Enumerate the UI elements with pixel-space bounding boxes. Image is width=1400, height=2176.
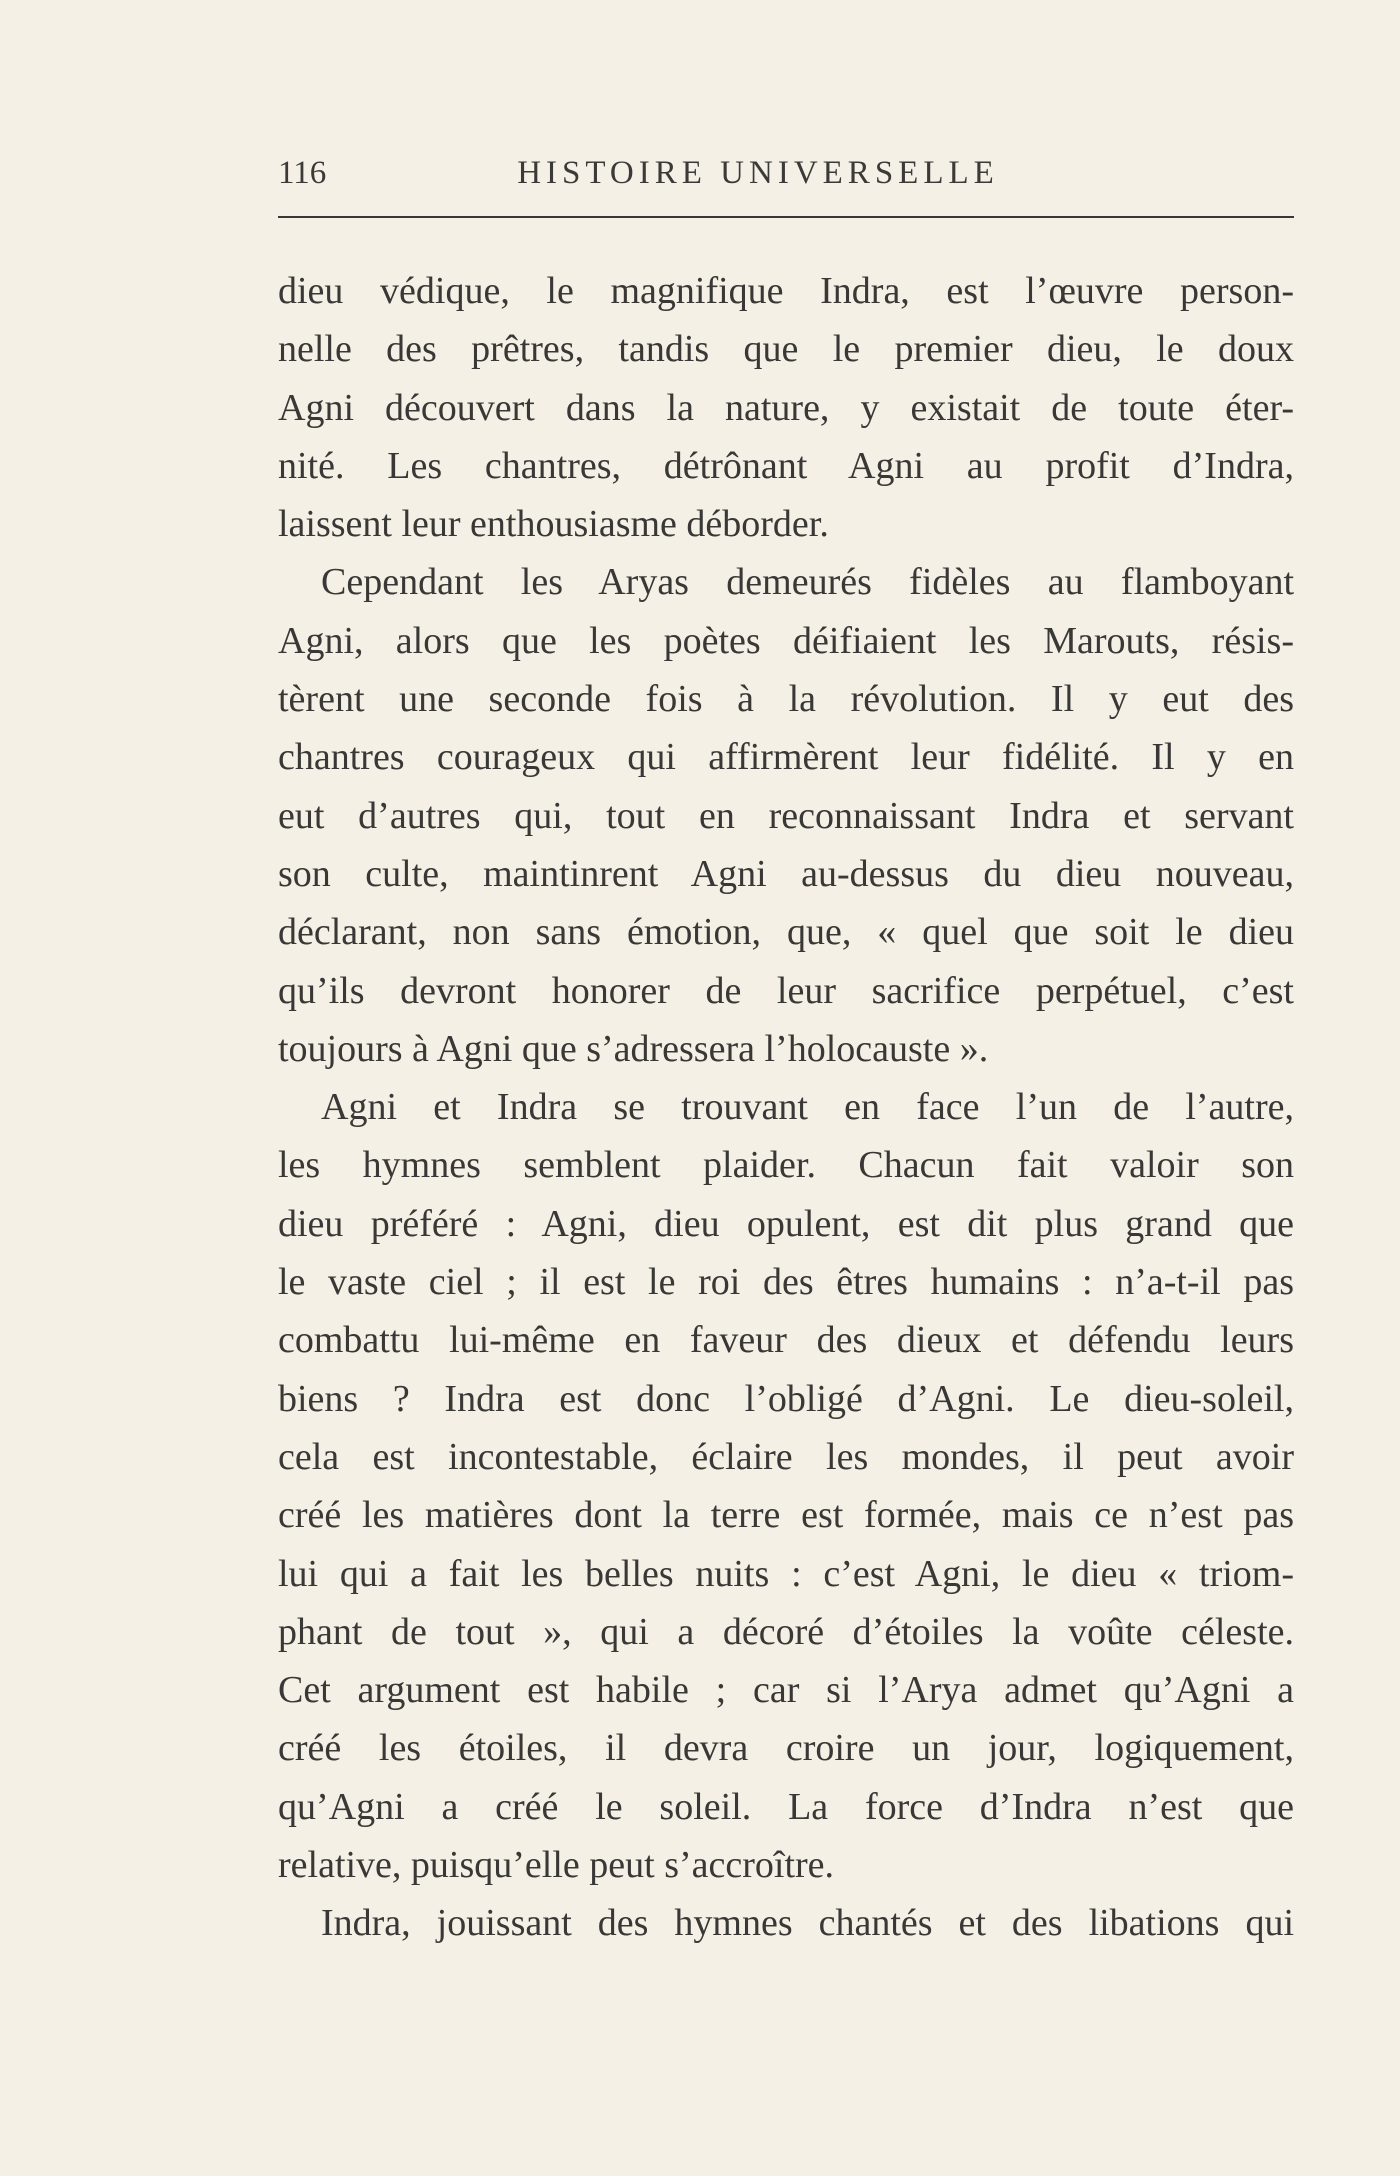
page-number: 116 xyxy=(278,155,327,191)
text-line: Agni, alors que les poètes déifiaient les Marouts, résis- xyxy=(278,619,1294,662)
running-head xyxy=(278,150,1294,196)
text-line: qu’ils devront honorer de leur sacrifice perpétuel, c’est xyxy=(278,969,1294,1012)
running-title: HISTOIRE UNIVERSELLE xyxy=(517,155,999,191)
text-line: chantres courageux qui affirmèrent leur fidélité. Il y en xyxy=(278,736,1294,779)
text-line: biens ? Indra est donc l’obligé d’Agni. Le dieu-soleil, xyxy=(278,1377,1294,1420)
text-line: phant de tout », qui a décoré d’étoiles la voûte céleste. xyxy=(278,1610,1294,1653)
text-line: Indra, jouissant des hymnes chantés et des libations qui xyxy=(321,1902,1294,1945)
text-line: créé les matières dont la terre est formée, mais ce n’est pas xyxy=(278,1494,1294,1537)
text-line: lui qui a fait les belles nuits : c’est Agni, le dieu « triom- xyxy=(278,1552,1294,1595)
text-line: déclarant, non sans émotion, que, « quel que soit le dieu xyxy=(278,911,1294,954)
text-line: les hymnes semblent plaider. Chacun fait valoir son xyxy=(278,1144,1294,1187)
text-line: Agni découvert dans la nature, y existait de toute éter- xyxy=(278,386,1294,429)
text-line: le vaste ciel ; il est le roi des êtres humains : n’a-t-il pas xyxy=(278,1261,1294,1304)
text-line: cela est incontestable, éclaire les mondes, il peut avoir xyxy=(278,1435,1294,1478)
text-line: nelle des prêtres, tandis que le premier dieu, le doux xyxy=(278,328,1294,371)
text-line: son culte, maintinrent Agni au-dessus du dieu nouveau, xyxy=(278,852,1294,895)
text-line: dieu védique, le magnifique Indra, est l’œuvre person- xyxy=(278,270,1294,312)
text-line: Cependant les Aryas demeurés fidèles au flamboyant xyxy=(321,561,1294,604)
text-line: laissent leur enthousiasme déborder. xyxy=(278,503,829,546)
text-line: nité. Les chantres, détrônant Agni au profit d’Indra, xyxy=(278,444,1294,487)
body-text xyxy=(278,262,1294,1953)
text-line: dieu préféré : Agni, dieu opulent, est dit plus grand que xyxy=(278,1202,1294,1245)
header-rule xyxy=(278,216,1294,218)
text-line: relative, puisqu’elle peut s’accroître. xyxy=(278,1844,835,1887)
text-line: toujours à Agni que s’adressera l’holocauste ». xyxy=(278,1027,989,1070)
text-line: Cet argument est habile ; car si l’Arya admet qu’Agni a xyxy=(278,1669,1294,1712)
text-line: créé les étoiles, il devra croire un jour, logiquement, xyxy=(278,1727,1294,1770)
text-line: eut d’autres qui, tout en reconnaissant Indra et servant xyxy=(278,794,1294,837)
text-line: Agni et Indra se trouvant en face l’un de l’autre, xyxy=(321,1086,1294,1129)
text-line: tèrent une seconde fois à la révolution. Il y eut des xyxy=(278,678,1294,721)
text-line: qu’Agni a créé le soleil. La force d’Indra n’est que xyxy=(278,1785,1294,1828)
text-line: combattu lui-même en faveur des dieux et défendu leurs xyxy=(278,1319,1294,1362)
